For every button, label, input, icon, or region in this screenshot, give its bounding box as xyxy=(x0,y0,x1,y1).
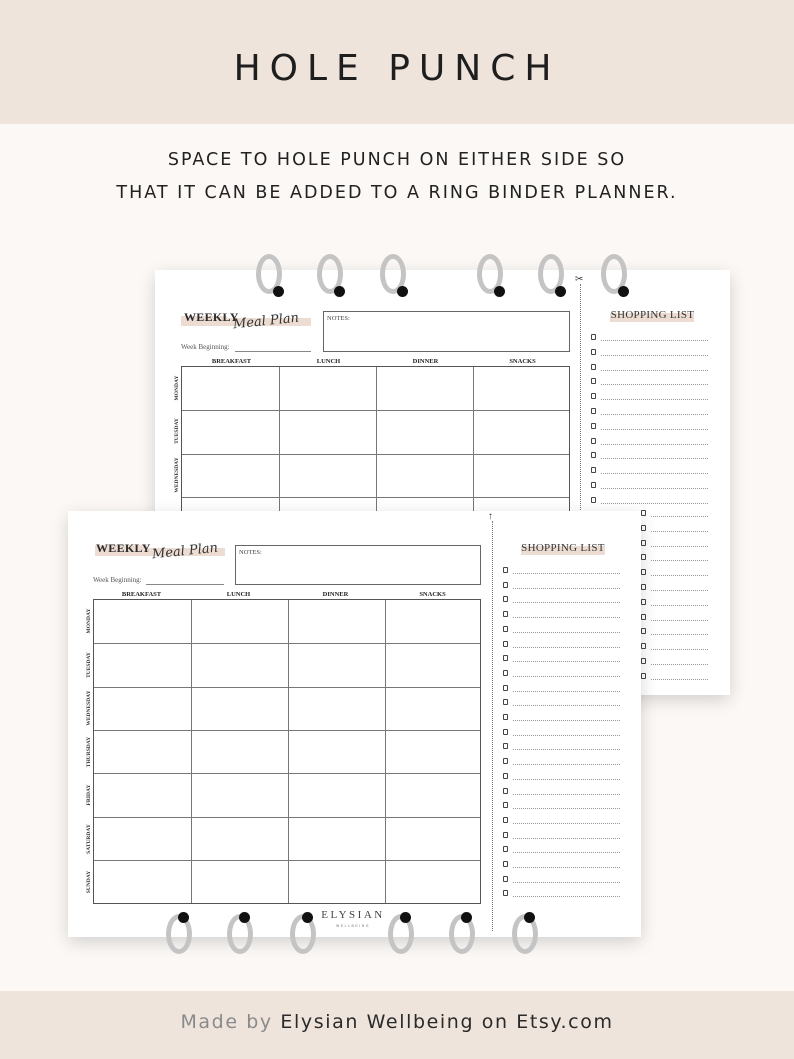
footer-brand-link: Elysian Wellbeing on Etsy.com xyxy=(280,1011,614,1033)
brand-logo: ELYSIAN xyxy=(321,909,385,921)
checkbox-icon xyxy=(503,699,508,705)
grid-line xyxy=(182,410,569,411)
checkbox-icon xyxy=(503,832,508,838)
checkbox-icon xyxy=(591,349,596,355)
column-header: BREAKFAST xyxy=(211,358,252,365)
day-label: TUESDAY xyxy=(86,652,92,678)
shopping-list-item xyxy=(641,614,708,622)
checkbox-icon xyxy=(503,743,508,749)
dotted-line xyxy=(513,720,620,721)
page-title: HOLE PUNCH xyxy=(233,48,561,89)
checkbox-icon xyxy=(503,788,508,794)
brand-logo-subtitle: WELLBEING xyxy=(336,924,370,928)
day-label: THURSDAY xyxy=(86,736,92,768)
shopping-list-item xyxy=(591,334,708,342)
checkbox-icon xyxy=(503,582,508,588)
checkbox-icon xyxy=(503,846,508,852)
dotted-line xyxy=(513,661,620,662)
shopping-list-item xyxy=(503,802,620,810)
checkbox-icon xyxy=(641,643,646,649)
shopping-list-item xyxy=(503,817,620,825)
scissor-icon: ✂ xyxy=(575,274,584,285)
checkbox-icon xyxy=(591,378,596,384)
checkbox-icon xyxy=(591,452,596,458)
column-header: LUNCH xyxy=(226,591,251,598)
dotted-line xyxy=(601,458,708,459)
dotted-line xyxy=(513,588,620,589)
dotted-line xyxy=(513,573,620,574)
shopping-list-item xyxy=(641,569,708,577)
dotted-line xyxy=(651,620,708,621)
grid-line xyxy=(94,817,480,818)
shopping-list-item xyxy=(591,438,708,446)
checkbox-icon xyxy=(503,876,508,882)
meal-grid xyxy=(93,599,481,904)
shopping-list-item xyxy=(503,890,620,898)
checkbox-icon xyxy=(641,584,646,590)
checkbox-icon xyxy=(503,567,508,573)
shopping-list-item xyxy=(591,393,708,401)
punch-hole xyxy=(239,912,250,923)
dotted-line xyxy=(513,632,620,633)
shopping-list-item xyxy=(641,554,708,562)
shopping-list-item xyxy=(641,673,708,681)
shopping-list-item xyxy=(591,482,708,490)
dotted-line xyxy=(601,503,708,504)
dotted-line xyxy=(601,473,708,474)
perforation-line xyxy=(580,284,581,510)
checkbox-icon xyxy=(591,334,596,340)
shopping-list-item xyxy=(503,699,620,707)
column-header: DINNER xyxy=(412,358,439,365)
shopping-list-item xyxy=(591,378,708,386)
shopping-list-item xyxy=(503,567,620,575)
checkbox-icon xyxy=(591,438,596,444)
checkbox-icon xyxy=(591,393,596,399)
dotted-line xyxy=(651,590,708,591)
dotted-line xyxy=(651,560,708,561)
perforation-line xyxy=(492,521,493,931)
punch-hole xyxy=(334,286,345,297)
column-header: DINNER xyxy=(322,591,349,598)
column-header: BREAKFAST xyxy=(121,591,162,598)
punch-hole xyxy=(302,912,313,923)
checkbox-icon xyxy=(503,670,508,676)
checkbox-icon xyxy=(641,510,646,516)
checkbox-icon xyxy=(503,890,508,896)
shopping-list-item xyxy=(503,876,620,884)
checkbox-icon xyxy=(503,758,508,764)
dotted-line xyxy=(513,808,620,809)
week-beginning-label: Week Beginning: xyxy=(93,576,142,584)
grid-line xyxy=(473,367,474,515)
checkbox-icon xyxy=(641,554,646,560)
checkbox-icon xyxy=(591,497,596,503)
dotted-line xyxy=(651,664,708,665)
subtitle-line-2: THAT IT CAN BE ADDED TO A RING BINDER PLANNER. xyxy=(116,183,678,203)
dotted-line xyxy=(513,617,620,618)
shopping-list-item xyxy=(503,641,620,649)
checkbox-icon xyxy=(591,482,596,488)
footer-credit xyxy=(0,1011,794,1033)
grid-line xyxy=(279,367,280,515)
arrow-up-icon: ↑ xyxy=(488,511,493,522)
dotted-line xyxy=(601,355,708,356)
notes-label: NOTES: xyxy=(327,315,350,322)
checkbox-icon xyxy=(503,611,508,617)
shopping-list-item xyxy=(641,628,708,636)
week-beginning-line xyxy=(235,351,311,352)
dotted-line xyxy=(601,429,708,430)
shopping-list-item xyxy=(641,599,708,607)
shopping-list-title: SHOPPING LIST xyxy=(610,309,695,321)
shopping-list-item xyxy=(503,729,620,737)
grid-line xyxy=(94,687,480,688)
checkbox-icon xyxy=(641,673,646,679)
shopping-list-item xyxy=(591,349,708,357)
shopping-list-item xyxy=(641,540,708,548)
notes-box xyxy=(323,311,570,352)
punch-hole xyxy=(400,912,411,923)
dotted-line xyxy=(513,764,620,765)
checkbox-icon xyxy=(641,525,646,531)
dotted-line xyxy=(601,488,708,489)
checkbox-icon xyxy=(503,641,508,647)
checkbox-icon xyxy=(641,628,646,634)
dotted-line xyxy=(513,749,620,750)
dotted-line xyxy=(513,852,620,853)
checkbox-icon xyxy=(641,614,646,620)
dotted-line xyxy=(513,779,620,780)
dotted-line xyxy=(513,647,620,648)
shopping-list-item xyxy=(591,467,708,475)
checkbox-icon xyxy=(503,802,508,808)
subtitle-line-1: SPACE TO HOLE PUNCH ON EITHER SIDE SO xyxy=(167,150,627,170)
checkbox-icon xyxy=(503,626,508,632)
checkbox-icon xyxy=(503,817,508,823)
shopping-list-item xyxy=(591,497,708,505)
dotted-line xyxy=(513,896,620,897)
day-label: MONDAY xyxy=(86,608,92,634)
grid-line xyxy=(191,600,192,903)
grid-line xyxy=(376,367,377,515)
shopping-list-item xyxy=(503,773,620,781)
punch-hole xyxy=(461,912,472,923)
shopping-list-item xyxy=(641,658,708,666)
dotted-line xyxy=(651,531,708,532)
checkbox-icon xyxy=(591,467,596,473)
checkbox-icon xyxy=(591,423,596,429)
dotted-line xyxy=(513,823,620,824)
week-beginning-label: Week Beginning: xyxy=(181,343,230,351)
checkbox-icon xyxy=(503,714,508,720)
shopping-list-item xyxy=(503,596,620,604)
shopping-list-item xyxy=(503,626,620,634)
meal-plan-script-title: Meal Plan xyxy=(151,540,219,563)
dotted-line xyxy=(651,605,708,606)
checkbox-icon xyxy=(503,861,508,867)
dotted-line xyxy=(651,634,708,635)
checkbox-icon xyxy=(641,540,646,546)
checkbox-icon xyxy=(503,729,508,735)
checkbox-icon xyxy=(641,569,646,575)
notes-label: NOTES: xyxy=(239,549,262,556)
shopping-list-item xyxy=(503,743,620,751)
shopping-list-item xyxy=(503,861,620,869)
punch-hole xyxy=(494,286,505,297)
dotted-line xyxy=(601,414,708,415)
dotted-line xyxy=(601,444,708,445)
grid-line xyxy=(182,497,569,498)
day-label: WEDNESDAY xyxy=(174,457,180,493)
dotted-line xyxy=(651,679,708,680)
dotted-line xyxy=(513,838,620,839)
checkbox-icon xyxy=(503,596,508,602)
grid-line xyxy=(385,600,386,903)
punch-hole xyxy=(178,912,189,923)
punch-hole xyxy=(397,286,408,297)
meal-plan-script-title: Meal Plan xyxy=(232,310,300,333)
shopping-list-item xyxy=(503,832,620,840)
punch-hole xyxy=(618,286,629,297)
day-label: TUESDAY xyxy=(174,418,180,444)
shopping-list-item xyxy=(503,685,620,693)
weekly-title: WEEKLY xyxy=(184,310,239,324)
shopping-list-item xyxy=(503,758,620,766)
meal-grid xyxy=(181,366,570,516)
checkbox-icon xyxy=(503,773,508,779)
checkbox-icon xyxy=(641,658,646,664)
shopping-list-item xyxy=(503,714,620,722)
dotted-line xyxy=(651,649,708,650)
dotted-line xyxy=(513,882,620,883)
shopping-list-item xyxy=(641,584,708,592)
checkbox-icon xyxy=(503,685,508,691)
grid-line xyxy=(182,454,569,455)
day-label: SUNDAY xyxy=(86,870,92,894)
week-beginning-line xyxy=(146,584,224,585)
planner-sheet-front xyxy=(68,511,641,937)
checkbox-icon xyxy=(591,364,596,370)
day-label: FRIDAY xyxy=(86,784,92,806)
footer-prefix: Made by xyxy=(180,1011,273,1033)
shopping-list-item xyxy=(641,525,708,533)
dotted-line xyxy=(601,370,708,371)
dotted-line xyxy=(601,340,708,341)
checkbox-icon xyxy=(641,599,646,605)
dotted-line xyxy=(513,602,620,603)
shopping-list-item xyxy=(591,408,708,416)
shopping-list-item xyxy=(503,788,620,796)
dotted-line xyxy=(651,575,708,576)
punch-hole xyxy=(555,286,566,297)
checkbox-icon xyxy=(591,408,596,414)
shopping-list-item xyxy=(503,582,620,590)
day-label: WEDNESDAY xyxy=(86,690,92,726)
shopping-list-item xyxy=(591,364,708,372)
weekly-title: WEEKLY xyxy=(96,541,151,555)
shopping-list-title: SHOPPING LIST xyxy=(521,542,605,554)
column-header: SNACKS xyxy=(509,358,536,365)
dotted-line xyxy=(651,546,708,547)
dotted-line xyxy=(513,676,620,677)
shopping-list-item xyxy=(503,846,620,854)
shopping-list-item xyxy=(503,670,620,678)
grid-line xyxy=(94,773,480,774)
dotted-line xyxy=(513,867,620,868)
dotted-line xyxy=(651,516,708,517)
notes-box xyxy=(235,545,481,585)
punch-hole xyxy=(273,286,284,297)
grid-line xyxy=(288,600,289,903)
shopping-list-item xyxy=(503,611,620,619)
dotted-line xyxy=(601,384,708,385)
dotted-line xyxy=(513,794,620,795)
grid-line xyxy=(94,643,480,644)
shopping-list-item xyxy=(641,643,708,651)
grid-line xyxy=(94,860,480,861)
shopping-list-item xyxy=(503,655,620,663)
punch-hole xyxy=(524,912,535,923)
checkbox-icon xyxy=(503,655,508,661)
day-label: SATURDAY xyxy=(86,824,92,854)
shopping-list-item xyxy=(591,423,708,431)
dotted-line xyxy=(513,735,620,736)
dotted-line xyxy=(513,691,620,692)
column-header: SNACKS xyxy=(419,591,446,598)
dotted-line xyxy=(513,705,620,706)
column-header: LUNCH xyxy=(316,358,341,365)
shopping-list-item xyxy=(591,452,708,460)
grid-line xyxy=(94,730,480,731)
shopping-list-item xyxy=(641,510,708,518)
day-label: MONDAY xyxy=(174,375,180,401)
dotted-line xyxy=(601,399,708,400)
